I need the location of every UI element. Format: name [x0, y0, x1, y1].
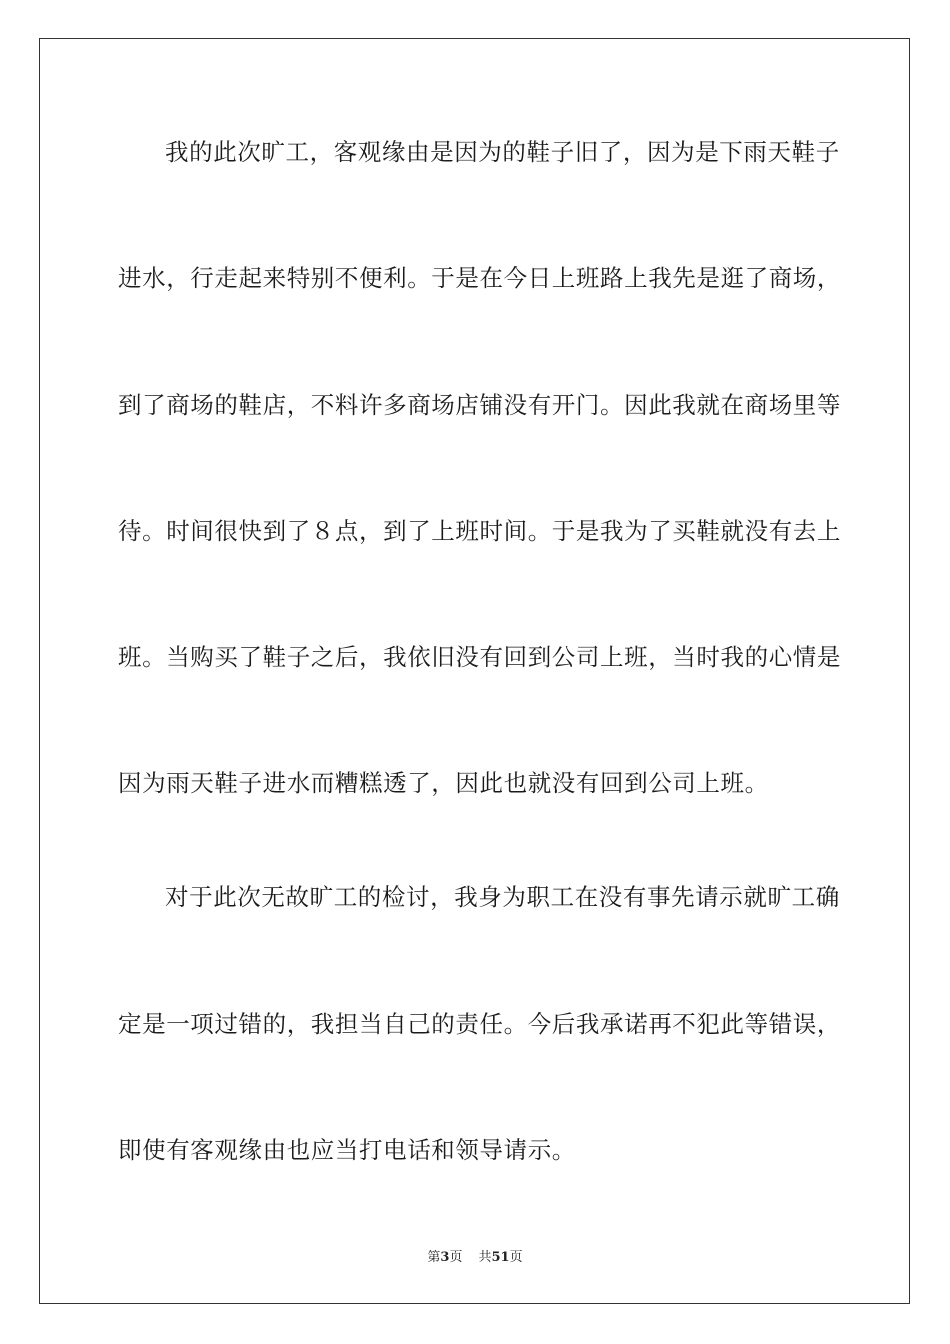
paragraph-1-line-1: 我的此次旷工，客观缘由是因为的鞋子旧了，因为是下雨天鞋子	[165, 138, 840, 166]
paragraph-2-line-1: 对于此次无故旷工的检讨，我身为职工在没有事先请示就旷工确	[165, 883, 840, 911]
paragraph-1-line-6: 因为雨天鞋子进水而糟糕透了，因此也就没有回到公司上班。	[118, 769, 769, 797]
paragraph-1-line-3: 到了商场的鞋店，不料许多商场店铺没有开门。因此我就在商场里等	[118, 391, 841, 419]
paragraph-1-line-2: 进水，行走起来特别不便利。于是在今日上班路上我先是逛了商场，	[118, 264, 841, 292]
footer-page-prefix: 第	[427, 1250, 441, 1265]
footer-total-pages: 51	[491, 1250, 510, 1265]
footer-total-prefix: 共	[478, 1250, 492, 1265]
paragraph-1-line-4: 待。时间很快到了８点，到了上班时间。于是我为了买鞋就没有去上	[118, 517, 841, 545]
paragraph-2-line-2: 定是一项过错的，我担当自己的责任。今后我承诺再不犯此等错误，	[118, 1010, 841, 1038]
footer-page-number: 3	[440, 1250, 450, 1265]
page-footer	[0, 1250, 950, 1266]
paragraph-2-line-3: 即使有客观缘由也应当打电话和领导请示。	[118, 1136, 576, 1164]
footer-page-suffix: 页	[449, 1250, 463, 1265]
footer-total-suffix: 页	[509, 1250, 523, 1265]
paragraph-1-line-5: 班。当购买了鞋子之后，我依旧没有回到公司上班，当时我的心情是	[118, 643, 841, 671]
